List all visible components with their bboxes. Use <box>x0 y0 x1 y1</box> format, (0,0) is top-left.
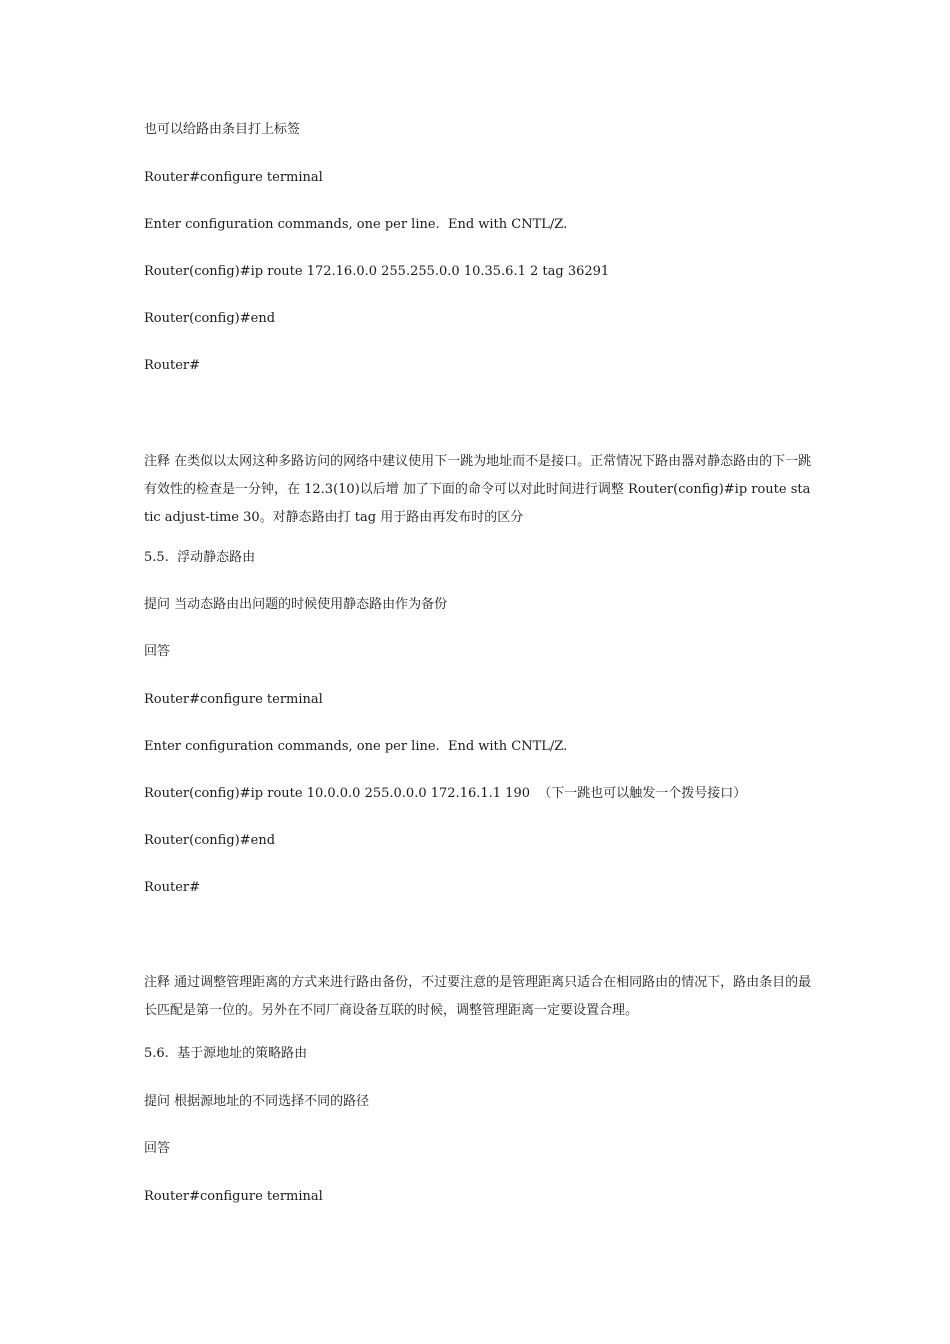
note-paragraph: 注释 通过调整管理距离的方式来进行路由备份，不过要注意的是管理距离只适合在相同路由的情况下，路由条目的最长匹配是第一位的。另外在不同厂商设备互联的时候，调整管理距离一定要设置合理。 <box>144 975 812 1018</box>
cli-line: Router#configure terminal <box>144 1189 323 1204</box>
cli-line: Router#configure terminal <box>144 170 323 185</box>
question-text: 提问 根据源地址的不同选择不同的路径 <box>144 1094 370 1109</box>
cli-line: Router(config)#end <box>144 311 276 326</box>
answer-label: 回答 <box>144 644 171 659</box>
cli-line: Router# <box>144 358 201 373</box>
cli-line: Router(config)#ip route 172.16.0.0 255.255.0.0 10.35.6.1 2 tag 36291 <box>144 264 610 279</box>
cli-line: Router# <box>144 880 201 895</box>
cli-line: Router(config)#end <box>144 833 276 848</box>
note-paragraph: 注释 在类似以太网这种多路访问的网络中建议使用下一跳为地址而不是接口。正常情况下路由器对静态路由的下一跳有效性的检查是一分钟，在 12.3(10)以后增 加了下面的命令可以对此时间进行调整 Router(config)#ip route static adjust-time 30。对静态路由打 tag 用于路由再发布时的区分 <box>144 454 812 525</box>
cli-line: Router#configure terminal <box>144 692 323 707</box>
cli-line: Enter configuration commands, one per line. End with CNTL/Z. <box>144 739 568 754</box>
intro-text: 也可以给路由条目打上标签 <box>144 122 301 137</box>
answer-label: 回答 <box>144 1141 171 1156</box>
question-text: 提问 当动态路由出问题的时候使用静态路由作为备份 <box>144 597 448 612</box>
section-heading: 5.6. 基于源地址的策略路由 <box>144 1046 308 1061</box>
section-heading: 5.5. 浮动静态路由 <box>144 550 256 565</box>
cli-line: Enter configuration commands, one per line. End with CNTL/Z. <box>144 217 568 232</box>
cli-line: Router(config)#ip route 10.0.0.0 255.0.0.0 172.16.1.1 190 （下一跳也可以触发一个拨号接口） <box>144 786 747 801</box>
